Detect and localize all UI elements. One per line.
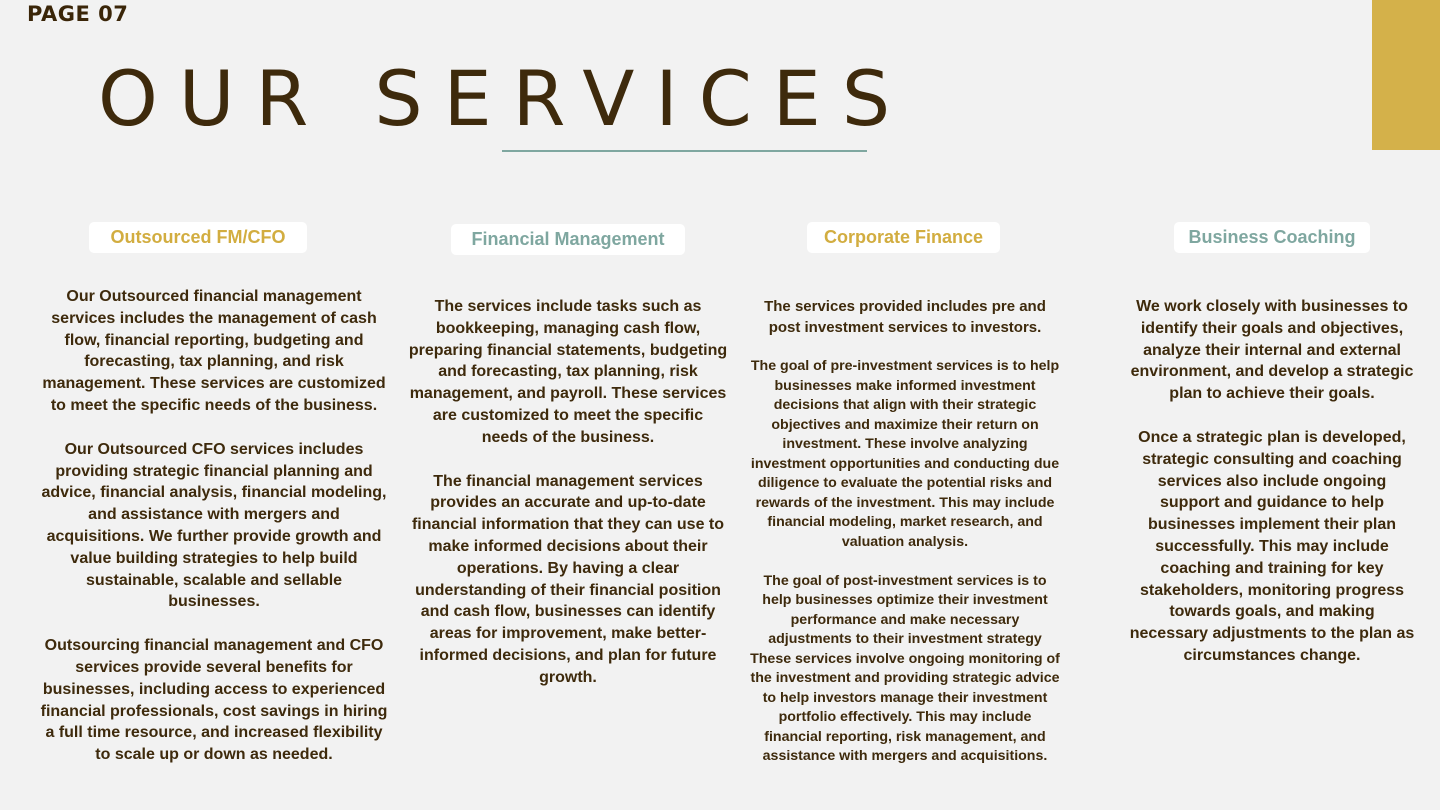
gold-accent-block: [1372, 0, 1440, 150]
paragraph: Our Outsourced CFO services includes providing strategic financial planning and advice, financial analysis, financial modeling, and assistance with mergers and acquisitions. We further provide growth and value building strategies to help build sustainable, scalable and sellable businesses.: [41, 440, 387, 611]
column-financial-management-text: [408, 296, 728, 689]
heading-financial-management: Financial Management: [451, 224, 685, 255]
paragraph: The services include tasks such as bookkeeping, managing cash flow, preparing financial statements, budgeting and forecasting, tax planning, risk management, and payroll. These services are customized to meet the specific needs of the business.: [408, 298, 728, 446]
heading-corporate-finance: Corporate Finance: [807, 222, 1000, 253]
title-underline: [502, 150, 867, 152]
heading-outsourced-fm-cfo: Outsourced FM/CFO: [89, 222, 307, 253]
paragraph: The goal of pre-investment services is to help businesses make informed investment decisions that align with their strategic objectives and maximize their return on investment. These involve analyzing investment opportunities and conducting due diligence to evaluate the potential risks and rewards of the investment. This may include financial modeling, market research, and valuation analysis.: [750, 358, 1060, 550]
page-title: OUR SERVICES: [98, 54, 912, 143]
page-number: PAGE 07: [27, 2, 129, 26]
paragraph: Once a strategic plan is developed, strategic consulting and coaching services also include ongoing support and guidance to help businesses implement their plan successfully. This may include coaching and training for key stakeholders, monitoring progress towards goals, and making necessary adjustments to the plan as circumstances change.: [1129, 428, 1415, 664]
paragraph: Outsourcing financial management and CFO services provide several benefits for businesses, including access to experienced financial professionals, cost savings in hiring a full time resource, and increased flexibility to scale up or down as needed.: [40, 637, 388, 764]
paragraph: We work closely with businesses to identify their goals and objectives, analyze their internal and external environment, and develop a strategic plan to achieve their goals.: [1130, 298, 1414, 403]
paragraph: The goal of post-investment services is to help businesses optimize their investment performance and make necessary adjustments to their investment strategy These services involve ongoing monitoring of the investment and providing strategic advice to help investors manage their investment portfolio effectively. This may include financial reporting, risk management, and assistance with mergers and acquisitions.: [750, 572, 1060, 764]
paragraph: The services provided includes pre and post investment services to investors.: [764, 298, 1046, 336]
paragraph: The financial management services provides an accurate and up-to-date financial information that they can use to make informed decisions about their operations. By having a clear understanding of their financial position and cash flow, businesses can identify areas for improvement, make better-informed decisions, and plan for future growth.: [411, 472, 725, 686]
column-corporate-finance-text: [748, 357, 1062, 767]
column-outsourced-fm-cfo-text: [40, 286, 388, 766]
column-corporate-finance-intro: [752, 296, 1058, 338]
column-business-coaching-text: [1128, 296, 1416, 667]
heading-business-coaching: Business Coaching: [1174, 222, 1370, 253]
paragraph: Our Outsourced financial management services includes the management of cash flow, financial reporting, budgeting and forecasting, tax planning, and risk management. These services are customized to meet the specific needs of the business.: [42, 288, 386, 414]
